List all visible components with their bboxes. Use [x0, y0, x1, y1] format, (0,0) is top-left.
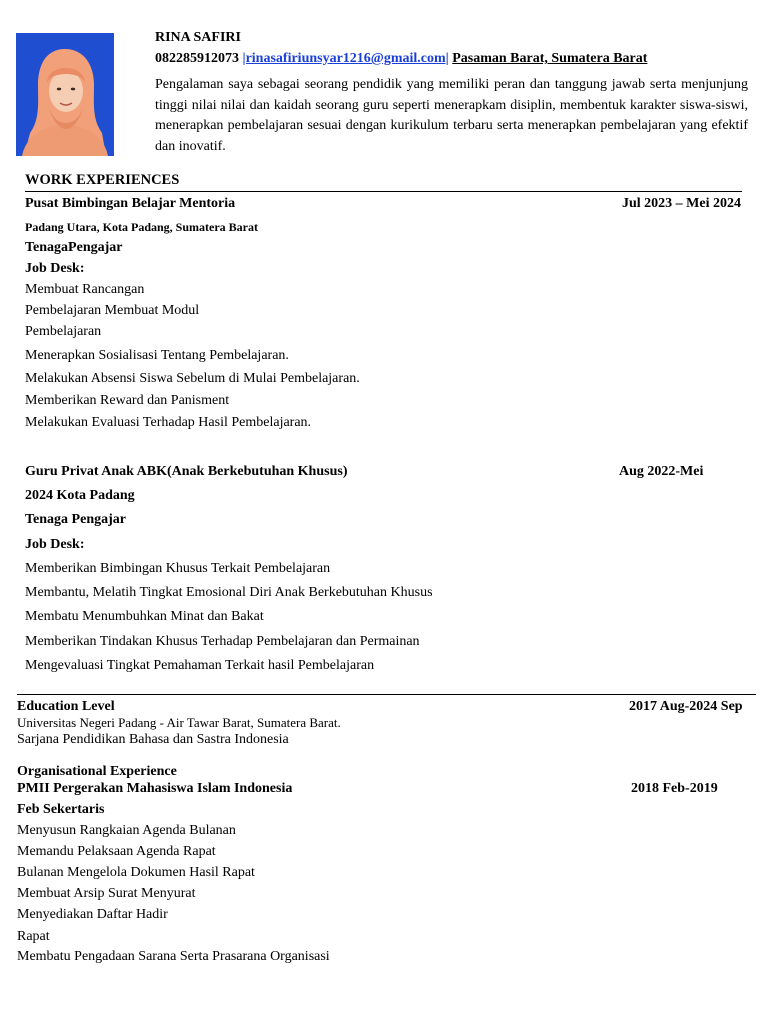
job2-role: Tenaga Pengajar [25, 512, 126, 527]
job1-task: Melakukan Absensi Siswa Sebelum di Mulai Pembelajaran. [25, 371, 360, 386]
job1-role: TenagaPengajar [25, 240, 123, 255]
job2-date: Aug 2022-Mei [619, 464, 704, 479]
job1-task: Memberikan Reward dan Panisment [25, 393, 230, 408]
profile-photo-illustration [16, 33, 114, 156]
job2-task: Membatu Menumbuhkan Minat dan Bakat [25, 609, 264, 624]
education-school: Universitas Negeri Padang - Air Tawar Barat, Sumatera Barat. [17, 715, 341, 730]
organisation-task: Rapat [17, 929, 50, 944]
organisation-name: PMII Pergerakan Mahasiswa Islam Indonesia [17, 781, 293, 796]
job2-task: Memberikan Tindakan Khusus Terhadap Pembelajaran dan Permainan [25, 634, 420, 649]
job1-task: Menerapkan Sosialisasi Tentang Pembelajaran. [25, 348, 289, 363]
job1-task: Pembelajaran [25, 324, 102, 339]
profile-summary: Pengalaman saya sebagai seorang pendidik yang memiliki peran dan tanggung jawab serta menjunjung tinggi nilai nilai dan kaidah seorang guru seperti menerapkam disiplin, membentuk karakter siswa-siswi, menerapkan pembelajaran sesuai dengan kurikulum terbaru serta menerapkan pembelajaran yang efektif dan inovatif. [155, 77, 748, 154]
organisation-date: 2018 Feb-2019 [631, 781, 718, 796]
section-divider [25, 191, 742, 192]
location-text: Pasaman Barat, Sumatera Barat [452, 51, 648, 66]
job1-location: Padang Utara, Kota Padang, Sumatera Barat [25, 220, 258, 234]
job1-task: Pembelajaran Membuat Modul [25, 303, 200, 318]
phone-number: 082285912073 [155, 51, 239, 66]
organisation-task: Membatu Pengadaan Sarana Serta Prasarana Organisasi [17, 949, 330, 964]
job2-task: Membantu, Melatih Tingkat Emosional Diri Anak Berkebutuhan Khusus [25, 585, 433, 600]
job1-task: Melakukan Evaluasi Terhadap Hasil Pembelajaran. [25, 415, 312, 430]
job2-jobdesk-label: Job Desk: [25, 537, 85, 552]
organisation-heading: Organisational Experience [17, 764, 177, 779]
contact-line [155, 51, 647, 67]
section-divider [17, 694, 756, 695]
education-heading: Education Level [17, 699, 115, 714]
work-heading: WORK EXPERIENCES [25, 172, 180, 188]
job1-jobdesk-label: Job Desk: [25, 261, 85, 276]
job1-org: Pusat Bimbingan Belajar Mentoria [25, 196, 236, 211]
organisation-task: Menyediakan Daftar Hadir [17, 907, 168, 922]
organisation-task: Menyusun Rangkaian Agenda Bulanan [17, 823, 236, 838]
job2-task: Mengevaluasi Tingkat Pemahaman Terkait hasil Pembelajaran [25, 658, 375, 673]
candidate-name: RINA SAFIRI [155, 30, 241, 45]
education-degree: Sarjana Pendidikan Bahasa dan Sastra Indonesia [17, 732, 289, 747]
profile-photo [16, 33, 114, 156]
organisation-role: Feb Sekertaris [17, 802, 105, 817]
job1-task: Membuat Rancangan [25, 282, 145, 297]
job2-date-continued: 2024 Kota Padang [25, 488, 135, 503]
job2-task: Memberikan Bimbingan Khusus Terkait Pembelajaran [25, 561, 331, 576]
email-link[interactable]: |rinasafiriunsyar1216@gmail.com| [242, 51, 449, 66]
job1-date: Jul 2023 – Mei 2024 [622, 196, 741, 211]
organisation-task: Bulanan Mengelola Dokumen Hasil Rapat [17, 865, 255, 880]
job2-org: Guru Privat Anak ABK(Anak Berkebutuhan Khusus) [25, 464, 348, 479]
organisation-task: Memandu Pelaksaan Agenda Rapat [17, 844, 216, 859]
organisation-task: Membuat Arsip Surat Menyurat [17, 886, 196, 901]
education-date: 2017 Aug-2024 Sep [629, 699, 743, 714]
